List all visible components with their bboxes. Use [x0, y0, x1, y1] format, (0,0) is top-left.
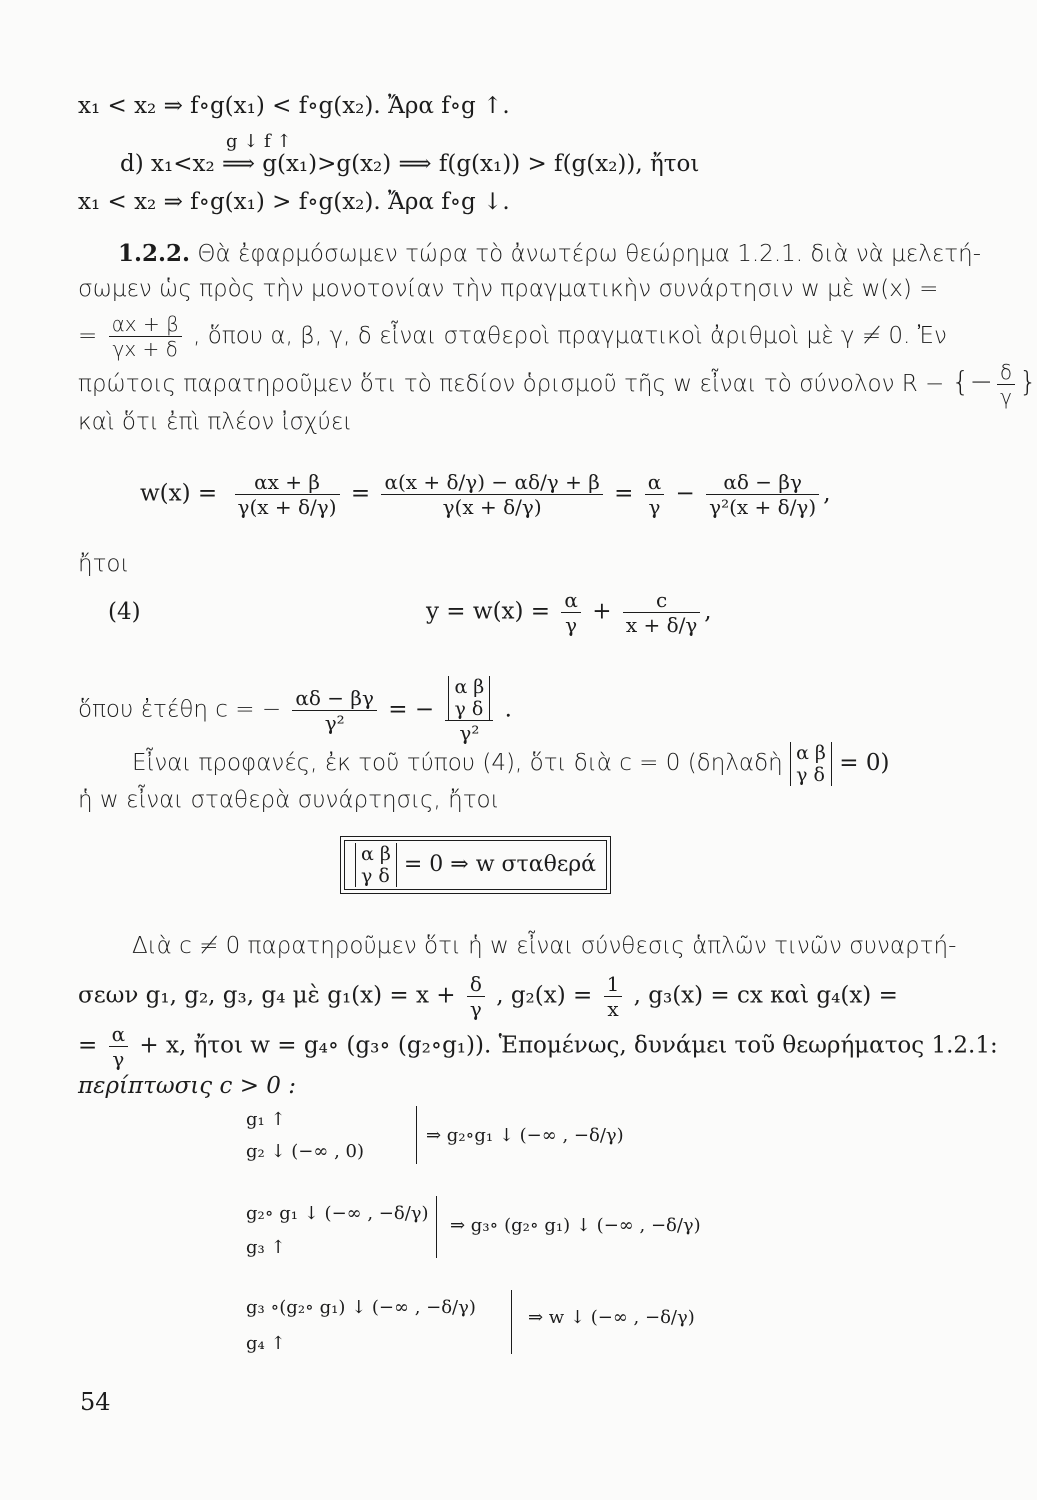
case-row3-b: g₄ ↑ — [246, 1333, 286, 1354]
paragraph-c-zero: Εἶναι προφανές, ἐκ τοῦ τύπου (4), ὅτι διὰ c = 0 (δηλαδὴ α β γ δ = 0) — [132, 742, 890, 786]
case-row1-a: g₁ ↑ — [246, 1109, 286, 1130]
case-heading: περίπτωσις c > 0 : — [78, 1073, 296, 1099]
c-definition: ὅπου ἐτέθη c = − $\frac{\alpha\delta - \beta\gamma}{\text{γ²}}$ = − α β γ δ γ² . — [78, 676, 512, 745]
w-fraction: $\frac{\alpha x + \beta}{\gamma x + \delta}$ — [109, 312, 182, 361]
case-row2-result: ⇒ g₃∘ (g₂∘ g₁) ↓ (−∞ , −δ/γ) — [450, 1215, 701, 1236]
case-row2-a: g₂∘ g₁ ↓ (−∞ , −δ/γ) — [246, 1203, 429, 1224]
equation-w: w(x) = $\frac{\alpha x + \beta}{\gamma(x + \delta/\gamma)}$ = $\frac{\alpha(x + \delta/\gamma) - \alpha\delta/\gamma + \beta}{\gamma(x + \delta/\gamma)}$ = $\frac{\alpha}{\gamma}$ − $\frac{\alpha\delta - \beta\gamma}{\text{γ²(x + δ/γ)}}$ , — [140, 470, 831, 519]
equation-4: y = w(x) = $\frac{\alpha}{\gamma}$ + $\frac{c}{x + \delta/\gamma}$ , — [426, 588, 712, 637]
line-2: d) x₁<x₂ ⟹ g(x₁)>g(x₂) ⟹ f(g(x₁)) > f(g(x₂)), ἤτοι — [120, 151, 700, 177]
paragraph-c-nonzero-1: Διὰ c ≠ 0 παρατηροῦμεν ὅτι ἡ w εἶναι σύνθεσις ἁπλῶν τινῶν συναρτή- — [132, 933, 957, 959]
case-row2-b: g₃ ↑ — [246, 1237, 286, 1258]
section-paragraph-4: πρώτοις παρατηροῦμεν ὅτι τὸ πεδίον ὁρισμοῦ τῆς w εἶναι τὸ σύνολον R − {− $\frac{\delta}{\gamma}$ } — [78, 360, 1037, 409]
paragraph-c-nonzero-3: = $\frac{\alpha}{\gamma}$ + x, ἤτοι w = g₄∘ (g₃∘ (g₂∘g₁)). Ἑπομένως, δυνάμει τοῦ θεωρήματος 1.2.1: — [78, 1022, 998, 1071]
section-paragraph-2: σωμεν ὡς πρὸς τὴν μονοτονίαν τὴν πραγματικὴν συνάρτησιν w μὲ w(x) = — [78, 276, 939, 302]
case-row1-brace — [410, 1106, 417, 1164]
section-paragraph-1 — [118, 240, 981, 268]
line-3: x₁ < x₂ ⇒ f∘g(x₁) > f∘g(x₂). Ἄρα f∘g ↓. — [78, 189, 510, 215]
section-paragraph-3: = $\frac{\alpha x + \beta}{\gamma x + \delta}$ , ὅπου α, β, γ, δ εἶναι σταθεροὶ πραγματικοὶ ἀριθμοὶ μὲ γ ≠ 0. Ἐν — [78, 312, 947, 361]
section-text-a: Θὰ ἐφαρμόσωμεν τώρα τὸ ἀνωτέρω θεώρημα 1.2.1. διὰ νὰ μελετή- — [197, 241, 981, 267]
case-row1-b: g₂ ↓ (−∞ , 0) — [246, 1141, 365, 1162]
paragraph-c-nonzero-2: σεων g₁, g₂, g₃, g₄ μὲ g₁(x) = x + $\frac{\delta}{\gamma}$ , g₂(x) = $\frac{1}{x}$ , g₃(x) = cx καὶ g₄(x) = — [78, 972, 898, 1021]
case-row3-brace — [505, 1290, 512, 1354]
case-row2-brace — [430, 1196, 437, 1258]
section-paragraph-5: καὶ ὅτι ἐπὶ πλέον ἰσχύει — [78, 409, 353, 435]
paragraph-c-zero-2: ἡ w εἶναι σταθερὰ συνάρτησις, ἤτοι — [78, 787, 500, 813]
boxed-statement: α β γ δ = 0 ⇒ w σταθερά — [344, 840, 607, 890]
case-row3-a: g₃ ∘(g₂∘ g₁) ↓ (−∞ , −δ/γ) — [246, 1297, 476, 1318]
equation-4-label: (4) — [108, 599, 141, 625]
line-1: x₁ < x₂ ⇒ f∘g(x₁) < f∘g(x₂). Ἄρα f∘g ↑. — [78, 93, 510, 119]
page-number: 54 — [80, 1388, 111, 1416]
case-row3-result: ⇒ w ↓ (−∞ , −δ/γ) — [528, 1307, 695, 1328]
case-row1-result: ⇒ g₂∘g₁ ↓ (−∞ , −δ/γ) — [426, 1125, 624, 1146]
itoi-label: ἤτοι — [78, 551, 130, 577]
line-2-arrows: g ↓ f ↑ — [226, 131, 292, 152]
section-number: 1.2.2. — [118, 240, 191, 267]
